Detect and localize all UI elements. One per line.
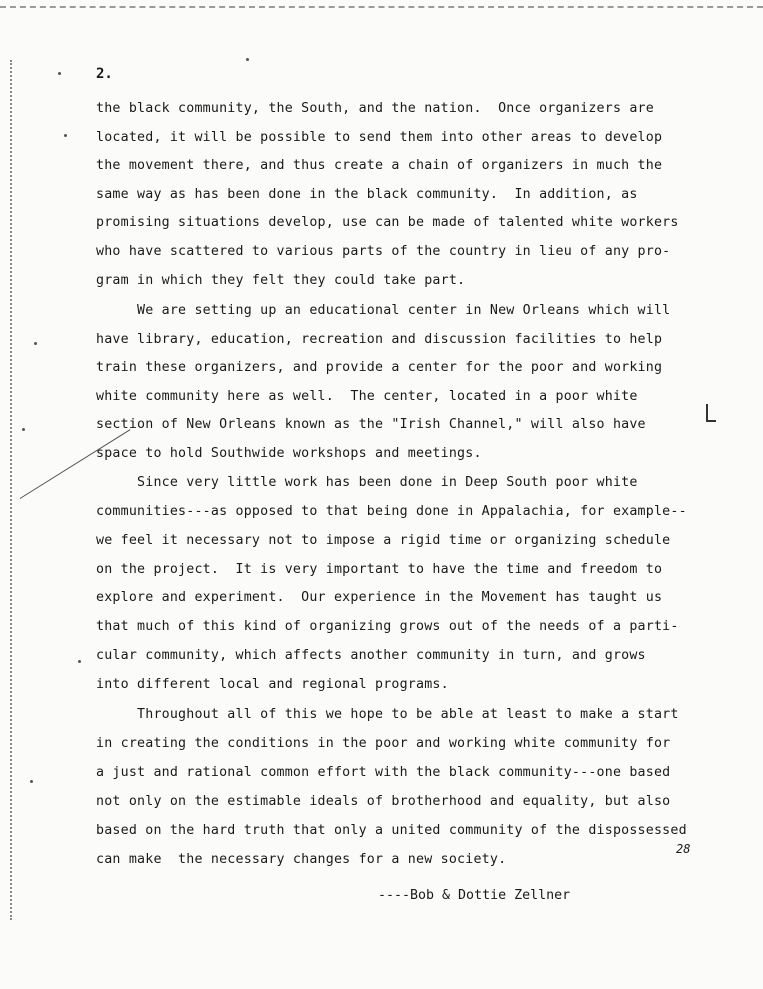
- body-text-line: We are setting up an educational center in New Orleans which will: [96, 303, 671, 318]
- body-text-line: cular community, which affects another community in turn, and grows: [96, 648, 646, 663]
- body-text-line: we feel it necessary not to impose a rigid time or organizing schedule: [96, 533, 671, 548]
- scan-speck: [246, 58, 249, 61]
- margin-handwritten-mark: 28: [676, 842, 691, 856]
- body-text-line: space to hold Southwide workshops and meetings.: [96, 446, 482, 461]
- scan-speck: [58, 72, 61, 75]
- body-text-line: the movement there, and thus create a chain of organizers in much the: [96, 158, 663, 173]
- margin-bracket-mark: [706, 404, 716, 422]
- left-margin-speckles: [10, 60, 12, 920]
- body-text-line: white community here as well. The center, located in a poor white: [96, 389, 638, 404]
- scan-speck: [64, 134, 67, 137]
- body-text-line: Since very little work has been done in Deep South poor white: [96, 475, 638, 490]
- body-text-line: into different local and regional programs.: [96, 677, 449, 692]
- body-text-line: explore and experiment. Our experience in the Movement has taught us: [96, 590, 663, 605]
- body-text-line: can make the necessary changes for a new society.: [96, 852, 507, 867]
- page-top-edge: [0, 6, 763, 8]
- body-text-line: same way as has been done in the black community. In addition, as: [96, 187, 638, 202]
- body-text-line: in creating the conditions in the poor and working white community for: [96, 736, 671, 751]
- body-text-line: Throughout all of this we hope to be able at least to make a start: [96, 707, 679, 722]
- body-text-line: communities---as opposed to that being done in Appalachia, for example--: [96, 504, 687, 519]
- scan-speck: [78, 660, 81, 663]
- body-text-line: have library, education, recreation and discussion facilities to help: [96, 332, 663, 347]
- body-text-line: section of New Orleans known as the "Irish Channel," will also have: [96, 417, 646, 432]
- scan-speck: [30, 780, 33, 783]
- body-text-line: the black community, the South, and the nation. Once organizers are: [96, 101, 654, 116]
- body-text-line: who have scattered to various parts of the country in lieu of any pro-: [96, 244, 671, 259]
- body-text-line: train these organizers, and provide a center for the poor and working: [96, 360, 663, 375]
- body-text-line: located, it will be possible to send them into other areas to develop: [96, 130, 663, 145]
- body-text-line: based on the hard truth that only a united community of the dispossessed: [96, 823, 687, 838]
- body-text-line: gram in which they felt they could take part.: [96, 273, 466, 288]
- body-text-line: a just and rational common effort with the black community---one based: [96, 765, 671, 780]
- scan-speck: [34, 342, 37, 345]
- body-text-line: on the project. It is very important to have the time and freedom to: [96, 562, 663, 577]
- scan-speck: [22, 428, 25, 431]
- body-text-line: promising situations develop, use can be made of talented white workers: [96, 215, 679, 230]
- signature: ----Bob & Dottie Zellner: [378, 888, 571, 903]
- body-text-line: not only on the estimable ideals of brotherhood and equality, but also: [96, 794, 671, 809]
- page-number: 2.: [96, 66, 113, 82]
- body-text-line: that much of this kind of organizing grows out of the needs of a parti-: [96, 619, 679, 634]
